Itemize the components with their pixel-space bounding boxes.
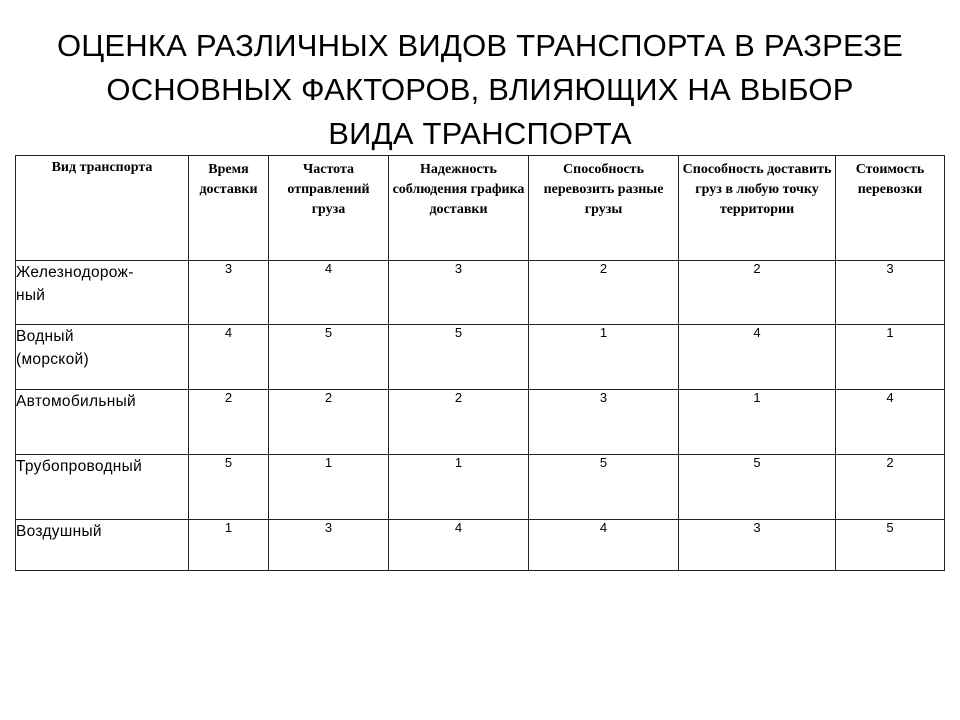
header-territory-reach: Способность доставить груз в любую точку территории <box>679 156 836 261</box>
table-cell: 5 <box>189 455 269 520</box>
row-label-line-1: Железнодорож- <box>16 264 134 281</box>
transport-assessment-table <box>15 155 945 571</box>
table-cell: 5 <box>389 325 529 390</box>
table-cell: 2 <box>679 261 836 325</box>
header-transport-cost: Стоимость перевозки <box>836 156 945 261</box>
table-row <box>16 390 945 455</box>
table-row <box>16 520 945 571</box>
row-label <box>16 261 189 325</box>
row-label-line-2: ный <box>16 287 46 304</box>
table-cell: 4 <box>389 520 529 571</box>
table-cell: 5 <box>529 455 679 520</box>
table-cell: 1 <box>189 520 269 571</box>
header-cargo-versatility: Способность перевозить разные грузы <box>529 156 679 261</box>
header-schedule-reliability: Надежность соблюдения графика доставки <box>389 156 529 261</box>
row-label-line-1: Трубопроводный <box>16 458 143 475</box>
table-cell: 4 <box>836 390 945 455</box>
row-label-line-1: Воздушный <box>16 523 102 540</box>
table-cell: 2 <box>836 455 945 520</box>
table-row <box>16 455 945 520</box>
table-cell: 2 <box>389 390 529 455</box>
table-cell: 2 <box>189 390 269 455</box>
title-line-3: ВИДА ТРАНСПОРТА <box>328 116 632 151</box>
table-cell: 1 <box>679 390 836 455</box>
row-label <box>16 325 189 390</box>
table-cell: 1 <box>389 455 529 520</box>
header-row <box>16 156 945 261</box>
row-label-line-1: Водный <box>16 328 74 345</box>
table-cell: 4 <box>679 325 836 390</box>
table-cell: 3 <box>836 261 945 325</box>
row-label <box>16 390 189 455</box>
table-cell: 5 <box>836 520 945 571</box>
row-label <box>16 520 189 571</box>
table-cell: 1 <box>269 455 389 520</box>
table-cell: 3 <box>389 261 529 325</box>
row-label <box>16 455 189 520</box>
table-cell: 3 <box>269 520 389 571</box>
table-cell: 5 <box>679 455 836 520</box>
row-label-line-1: Автомобильный <box>16 393 136 410</box>
title-line-1: ОЦЕНКА РАЗЛИЧНЫХ ВИДОВ ТРАНСПОРТА В РАЗРЕЗЕ <box>56 28 903 63</box>
table-cell: 1 <box>529 325 679 390</box>
header-transport-type: Вид транспорта <box>16 156 189 261</box>
table-cell: 3 <box>189 261 269 325</box>
table-cell: 4 <box>529 520 679 571</box>
row-label-line-2: (морской) <box>16 351 89 368</box>
table-cell: 4 <box>269 261 389 325</box>
table-cell: 3 <box>529 390 679 455</box>
header-dispatch-frequency: Частота отправлений груза <box>269 156 389 261</box>
header-delivery-time: Время доставки <box>189 156 269 261</box>
table-cell: 3 <box>679 520 836 571</box>
table-row <box>16 261 945 325</box>
table-row <box>16 325 945 390</box>
slide-title <box>0 24 960 156</box>
title-line-2: ОСНОВНЫХ ФАКТОРОВ, ВЛИЯЮЩИХ НА ВЫБОР <box>106 72 854 107</box>
table-cell: 1 <box>836 325 945 390</box>
table-cell: 4 <box>189 325 269 390</box>
table-cell: 5 <box>269 325 389 390</box>
table-cell: 2 <box>269 390 389 455</box>
table-cell: 2 <box>529 261 679 325</box>
